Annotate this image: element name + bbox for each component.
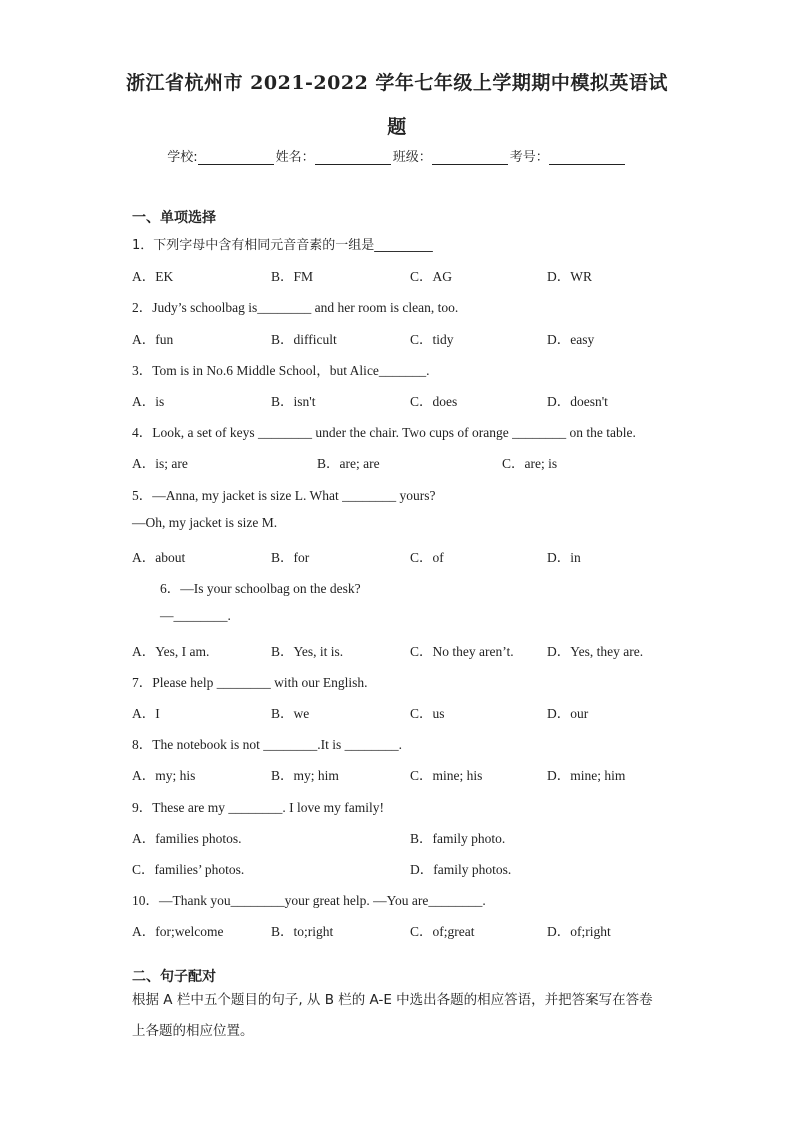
option-a: A．my; his [132,768,196,783]
option-c: C．No they aren’t. [410,644,514,659]
option-b: B．difficult [271,332,337,347]
option-a: A．is [132,394,165,409]
name-label: 姓名： [275,150,315,165]
exam-no-label: 考号： [509,150,549,165]
question-stem-reply: —Oh, my jacket is size M. [132,515,278,530]
option-a: A．for;welcome [132,924,224,939]
page-title-line1: 浙江省杭州市 2021-2022 学年七年级上学期期中模拟英语试 [126,72,668,94]
option-c: C．are; is [502,456,558,471]
option-d: D．easy [547,332,595,347]
option-b: B．for [271,550,310,565]
option-a: A．families photos. [132,831,242,846]
option-d: D．Yes, they are. [547,644,644,659]
option-b: B．family photo. [410,831,506,846]
section1-heading: 一、单项选择 [132,210,216,226]
question-stem-reply: —________. [160,608,231,623]
option-b: B．Yes, it is. [271,644,344,659]
option-a: A．fun [132,332,174,347]
option-b: B．my; him [271,768,339,783]
question-stem: 10．—Thank you________your great help. —You are________. [132,893,486,908]
option-c: C．AG [410,269,453,284]
option-a: A．about [132,550,186,565]
class-blank [432,150,508,165]
class-label: 班级： [392,150,432,165]
option-c: C．families’ photos. [132,862,245,877]
question-stem: 8．The notebook is not ________.It is ________. [132,737,402,752]
option-c: C．mine; his [410,768,483,783]
page-title-line2: 题 [387,116,407,138]
option-d: D．of;right [547,924,611,939]
section2-instruction: 根据 A 栏中五个题目的句子, 从 B 栏的 A-E 中选出各题的相应答语，并把答案写在答卷上各题的相应位置。 [132,992,653,1039]
question-stem: 6．—Is your schoolbag on the desk? [160,581,361,596]
exam-no-blank [549,150,625,165]
school-blank [198,150,274,165]
option-b: B．FM [271,269,314,284]
option-c: C．of;great [410,924,475,939]
option-d: D．WR [547,269,592,284]
question-stem: 3．Tom is in No.6 Middle School，but Alice_______. [132,363,430,378]
option-c: C．of [410,550,444,565]
option-d: D．our [547,706,589,721]
option-d: D．in [547,550,581,565]
option-a: A．Yes, I am. [132,644,210,659]
question-stem: 9．These are my ________. I love my family! [132,800,384,815]
name-blank [315,150,391,165]
student-info-row [0,146,794,165]
question-stem: 1．下列字母中含有相同元音音素的一组是_________ [132,238,433,253]
question-stem: 7．Please help ________ with our English. [132,675,368,690]
option-b: B．are; are [317,456,380,471]
option-c: C．us [410,706,445,721]
option-d: D．doesn't [547,394,608,409]
option-b: B．to;right [271,924,334,939]
option-c: C．tidy [410,332,454,347]
option-a: A．I [132,706,160,721]
option-d: D．family photos. [410,862,512,877]
school-label: 学校: [167,150,198,165]
option-a: A．is; are [132,456,188,471]
option-c: C．does [410,394,458,409]
option-a: A．EK [132,269,174,284]
question-stem: 4．Look, a set of keys ________ under the chair. Two cups of orange ________ on the table. [132,425,636,440]
question-stem: 2．Judy’s schoolbag is________ and her room is clean, too. [132,300,459,315]
section2-heading: 二、句子配对 [132,969,216,985]
option-b: B．we [271,706,310,721]
option-b: B．isn't [271,394,316,409]
question-stem: 5．—Anna, my jacket is size L. What ________ yours? [132,488,436,503]
option-d: D．mine; him [547,768,626,783]
